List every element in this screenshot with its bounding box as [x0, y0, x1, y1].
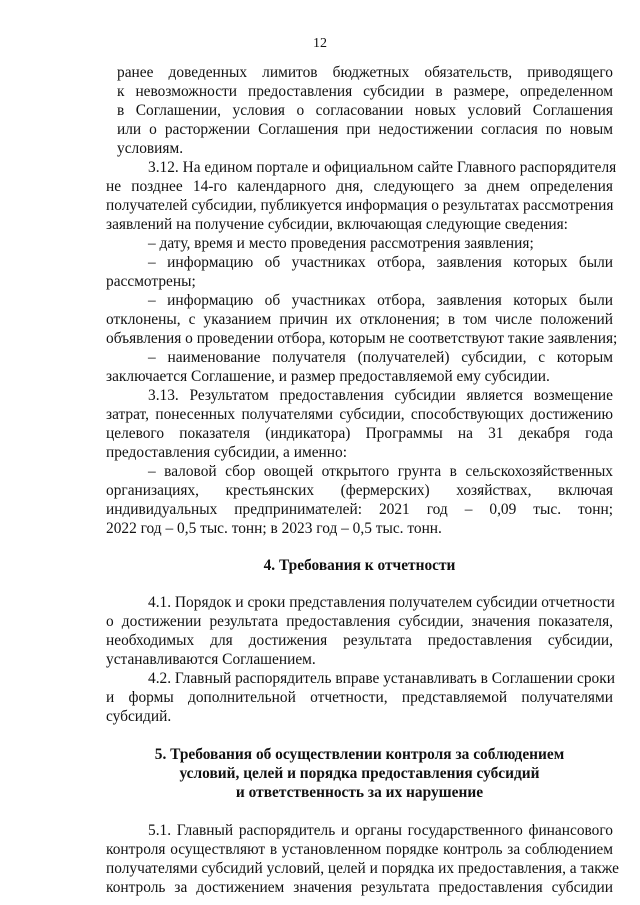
text-line: предоставления субсидии, а именно:: [106, 444, 347, 461]
text-line: 4.1. Порядок и сроки представления получателем субсидии отчетности: [148, 594, 615, 611]
text-line: – валовой сбор овощей открытого грунта в сельскохозяйственных: [148, 463, 613, 480]
text-line: 3.12. На едином портале и официальном сайте Главного распорядителя: [148, 159, 617, 176]
text-line: или о расторжении Соглашения при недостижении согласия по новым: [117, 121, 613, 138]
text-line: о достижении результата предоставления субсидии, значения показателя,: [106, 613, 613, 630]
text-line: получателями субсидий условий, целей и порядка их предоставления, а также: [106, 860, 619, 877]
text-line: – наименование получателя (получателей) субсидии, с которым: [148, 349, 613, 366]
text-line: и формы дополнительной отчетности, представляемой получателями: [106, 689, 613, 706]
section-heading-5-line-1: 5. Требования об осуществлении контроля за соблюдением: [154, 746, 565, 763]
text-line: контроль за достижением значения результата предоставления субсидии: [106, 879, 613, 896]
text-line: необходимых для достижения результата предоставления субсидии,: [106, 632, 613, 649]
text-line: устанавливаются Соглашением.: [106, 651, 316, 668]
text-line: субсидий.: [106, 708, 172, 725]
page-number: 12: [313, 36, 327, 51]
text-line: организациях, крестьянских (фермерских) хозяйствах, включая: [106, 482, 613, 499]
text-line: контроля осуществляют в установленном порядке контроль за соблюдением: [106, 841, 613, 858]
text-line: ранее доведенных лимитов бюджетных обязательств, приводящего: [117, 64, 613, 81]
text-line: – дату, время и место проведения рассмотрения заявления;: [148, 235, 534, 252]
text-line: 4.2. Главный распорядитель вправе устанавливать в Соглашении сроки: [148, 670, 615, 687]
text-line: затрат, понесенных получателями субсидии, способствующих достижению: [106, 406, 613, 423]
text-line: заключается Соглашение, и размер предоставляемой ему субсидии.: [106, 368, 550, 385]
section-heading-5-line-2: условий, целей и порядка предоставления субсидий: [179, 765, 540, 782]
text-line: отклонены, с указанием причин их отклонения; в том числе положений: [106, 311, 613, 328]
text-line: объявления о проведении отбора, которым не соответствуют такие заявления;: [106, 330, 618, 347]
text-line: – информацию об участниках отбора, заявления которых были: [148, 292, 613, 309]
text-line: целевого показателя (индикатора) Программы на 31 декабря года: [106, 425, 613, 442]
text-line: 2022 год – 0,5 тыс. тонн; в 2023 год – 0,5 тыс. тонн.: [106, 520, 442, 537]
text-line: – информацию об участниках отбора, заявления которых были: [148, 254, 613, 271]
text-line: к невозможности предоставления субсидии в размере, определенном: [117, 83, 613, 100]
text-line: не позднее 14-го календарного дня, следующего за днем определения: [106, 178, 613, 195]
text-line: получателей субсидии, публикуется информация о результатах рассмотрения: [106, 197, 614, 214]
text-line: рассмотрены;: [106, 273, 196, 290]
text-line: 3.13. Результатом предоставления субсидии является возмещение: [148, 387, 613, 404]
text-line: 5.1. Главный распорядитель и органы государственного финансового: [148, 822, 613, 839]
text-line: условиям.: [117, 140, 184, 157]
text-line: индивидуальных предпринимателей: 2021 год – 0,09 тыс. тонн;: [106, 501, 613, 518]
section-heading-5-line-3: и ответственность за их нарушение: [235, 784, 484, 801]
text-line: в Соглашении, условия о согласовании новых условий Соглашения: [117, 102, 613, 119]
text-line: заявлений на получение субсидии, включающая следующие сведения:: [106, 216, 568, 233]
section-heading-4: 4. Требования к отчетности: [263, 557, 456, 574]
